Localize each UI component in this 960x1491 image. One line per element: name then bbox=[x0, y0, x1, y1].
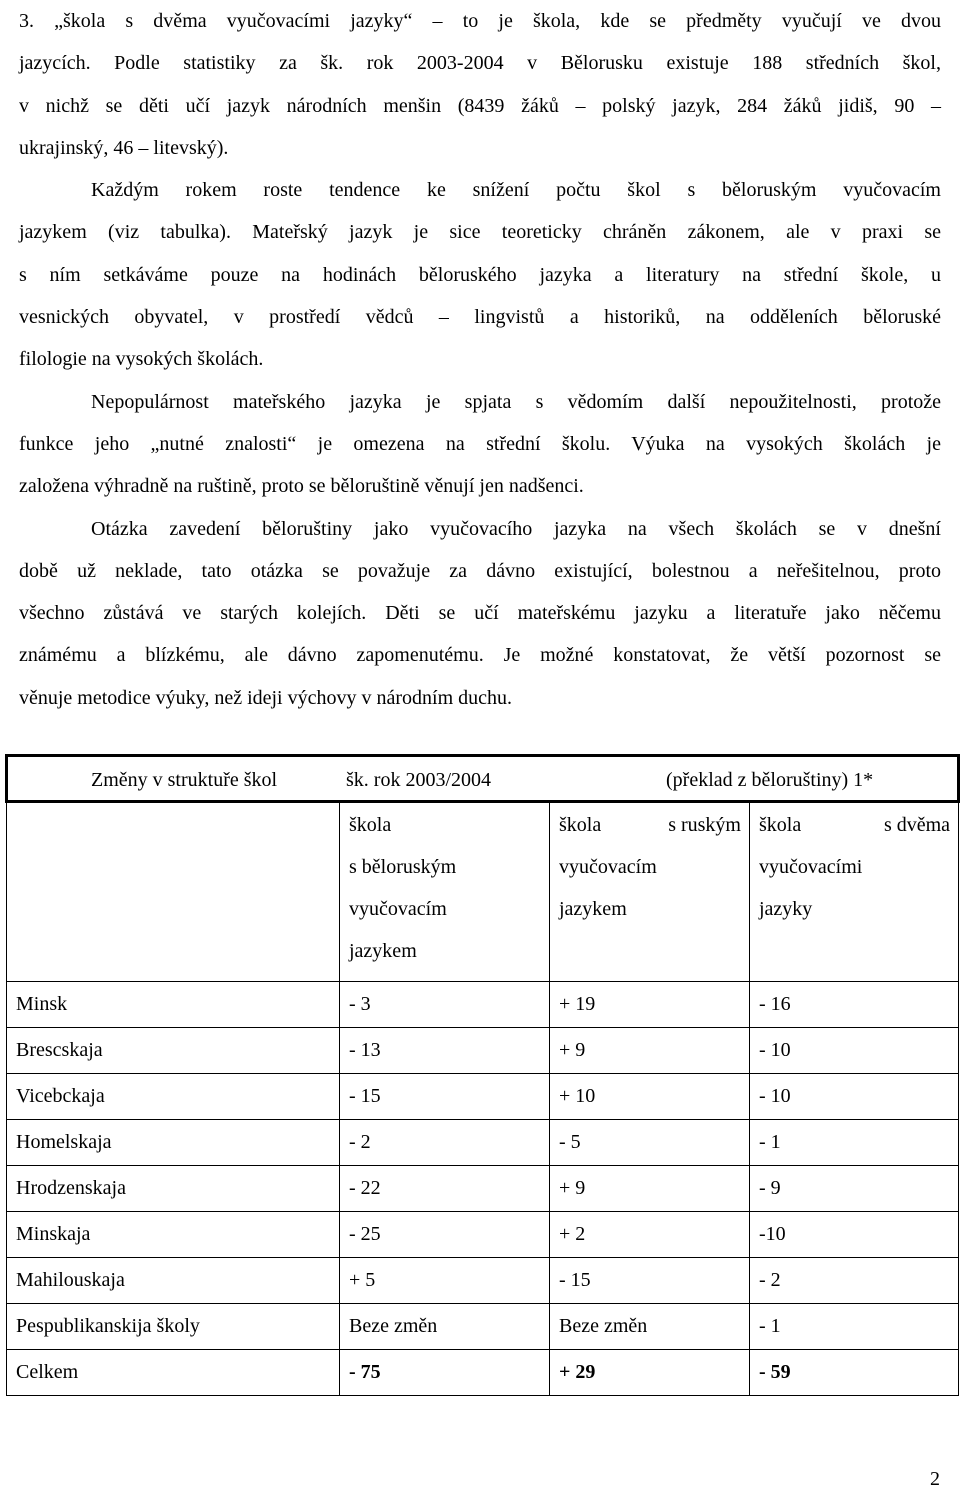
region-cell: Minsk bbox=[7, 982, 340, 1028]
region-cell: Pespublikanskija školy bbox=[7, 1304, 340, 1350]
header-russian-school bbox=[550, 802, 750, 982]
header-word: škola bbox=[559, 814, 602, 836]
russian-change-cell: + 9 bbox=[550, 1166, 750, 1212]
table-header-row bbox=[7, 802, 959, 982]
list-item-3-line-3: v nichž se děti učí jazyk národních menšin (8439 žáků – polský jazyk, 284 žáků jidiš, 90 – bbox=[19, 94, 941, 117]
belarusian-change-cell: + 5 bbox=[340, 1258, 550, 1304]
paragraph-2-line-3: založena výhradně na ruštině, proto se běloruštině věnují jen nadšenci. bbox=[19, 475, 584, 498]
table-total-row bbox=[7, 1350, 959, 1396]
table-row bbox=[7, 1166, 959, 1212]
total-two-language: - 59 bbox=[750, 1350, 959, 1396]
paragraph-1-line-3: s ním setkáváme pouze na hodinách běloruského jazyka a literatury na střední škole, u bbox=[19, 263, 941, 286]
table-row bbox=[7, 1074, 959, 1120]
caption-year: šk. rok 2003/2004 bbox=[346, 769, 491, 791]
header-belarusian-school bbox=[340, 802, 550, 982]
header-word: s dvěma bbox=[883, 814, 951, 836]
header-line: s běloruským bbox=[349, 856, 457, 878]
body-text bbox=[19, 0, 941, 719]
paragraph-3-line-2: době už neklade, tato otázka se považuje za dávno existující, bolestnou a neřešitelnou, proto bbox=[19, 559, 941, 582]
russian-change-cell: + 9 bbox=[550, 1028, 750, 1074]
page-number: 2 bbox=[930, 1468, 940, 1490]
belarusian-change-cell: - 2 bbox=[340, 1120, 550, 1166]
belarusian-change-cell: - 15 bbox=[340, 1074, 550, 1120]
header-line: škola bbox=[349, 814, 392, 836]
two-language-change-cell: -10 bbox=[750, 1212, 959, 1258]
two-language-change-cell: - 9 bbox=[750, 1166, 959, 1212]
header-line: vyučovacím bbox=[349, 898, 447, 920]
two-language-change-cell: - 1 bbox=[750, 1120, 959, 1166]
paragraph-3-line-5: věnuje metodice výuky, než ideji výchovy v národním duchu. bbox=[19, 686, 513, 709]
paragraph-2-line-1: Nepopulárnost mateřského jazyka je spjata s vědomím další nepoužitelnosti, protože bbox=[91, 390, 941, 413]
two-language-change-cell: - 10 bbox=[750, 1074, 959, 1120]
russian-change-cell: + 2 bbox=[550, 1212, 750, 1258]
school-changes-table bbox=[5, 754, 960, 1396]
caption-translation-note: (překlad z běloruštiny) 1* bbox=[666, 769, 874, 791]
russian-change-cell: + 19 bbox=[550, 982, 750, 1028]
total-belarusian: - 75 bbox=[340, 1350, 550, 1396]
table-body bbox=[7, 982, 959, 1350]
table-row bbox=[7, 982, 959, 1028]
paragraph-3-line-3: všechno zůstává ve starých kolejích. Děti se učí mateřskému jazyku a literatuře jako něčemu bbox=[19, 602, 941, 625]
table-row bbox=[7, 1028, 959, 1074]
belarusian-change-cell: - 3 bbox=[340, 982, 550, 1028]
paragraph-1-line-4: vesnických obyvatel, v prostředí vědců – lingvistů a historiků, na odděleních běloruské bbox=[19, 306, 941, 329]
table-row bbox=[7, 1304, 959, 1350]
header-line: jazykem bbox=[559, 898, 627, 920]
region-cell: Vicebckaja bbox=[7, 1074, 340, 1120]
belarusian-change-cell: Beze změn bbox=[340, 1304, 550, 1350]
paragraph-2-line-2: funkce jeho „nutné znalosti“ je omezena na střední školu. Výuka na vysokých školách je bbox=[19, 432, 941, 455]
header-line bbox=[759, 804, 958, 846]
two-language-change-cell: - 10 bbox=[750, 1028, 959, 1074]
header-line: vyučovacím bbox=[559, 856, 657, 878]
russian-change-cell: - 5 bbox=[550, 1120, 750, 1166]
region-cell: Minskaja bbox=[7, 1212, 340, 1258]
russian-change-cell: Beze změn bbox=[550, 1304, 750, 1350]
russian-change-cell: + 10 bbox=[550, 1074, 750, 1120]
total-russian: + 29 bbox=[550, 1350, 750, 1396]
header-word: s ruským bbox=[668, 814, 741, 836]
two-language-change-cell: - 16 bbox=[750, 982, 959, 1028]
paragraph-3-line-1: Otázka zavedení běloruštiny jako vyučovacího jazyka na všech školách se v dnešní bbox=[91, 517, 941, 540]
list-item-3-line-2: jazycích. Podle statistiky za šk. rok 2003-2004 v Bělorusku existuje 188 středních škol, bbox=[19, 52, 941, 75]
two-language-change-cell: - 2 bbox=[750, 1258, 959, 1304]
region-cell: Mahilouskaja bbox=[7, 1258, 340, 1304]
table-row bbox=[7, 1258, 959, 1304]
region-cell: Brescskaja bbox=[7, 1028, 340, 1074]
region-cell: Hrodzenskaja bbox=[7, 1166, 340, 1212]
region-cell: Homelskaja bbox=[7, 1120, 340, 1166]
two-language-change-cell: - 1 bbox=[750, 1304, 959, 1350]
header-line: jazykem bbox=[349, 940, 417, 962]
table-caption-row bbox=[7, 756, 959, 802]
table-row bbox=[7, 1120, 959, 1166]
belarusian-change-cell: - 22 bbox=[340, 1166, 550, 1212]
list-item-3-line-1: 3. „škola s dvěma vyučovacími jazyky“ – to je škola, kde se předměty vyučují ve dvou bbox=[19, 10, 941, 32]
header-two-language-school bbox=[750, 802, 959, 982]
paragraph-1-line-2: jazykem (viz tabulka). Mateřský jazyk je sice teoreticky chráněn zákonem, ale v praxi se bbox=[19, 221, 941, 244]
header-line: vyučovacími bbox=[759, 856, 863, 878]
table-caption bbox=[7, 756, 959, 802]
header-line: jazyky bbox=[759, 898, 813, 920]
list-item-3-line-4: ukrajinský, 46 – litevský). bbox=[19, 136, 229, 159]
russian-change-cell: - 15 bbox=[550, 1258, 750, 1304]
table-row bbox=[7, 1212, 959, 1258]
belarusian-change-cell: - 25 bbox=[340, 1212, 550, 1258]
belarusian-change-cell: - 13 bbox=[340, 1028, 550, 1074]
header-word: škola bbox=[759, 814, 802, 836]
paragraph-1-line-5: filologie na vysokých školách. bbox=[19, 348, 264, 371]
total-label: Celkem bbox=[7, 1350, 340, 1396]
paragraph-1-line-1: Každým rokem roste tendence ke snížení počtu škol s běloruským vyučovacím bbox=[91, 179, 941, 202]
caption-title: Změny v struktuře škol bbox=[91, 769, 278, 791]
paragraph-3-line-4: známému a blízkému, ale dávno zapomenutému. Je možné konstatovat, že větší pozornost se bbox=[19, 644, 941, 667]
header-empty-cell bbox=[7, 802, 340, 982]
header-line bbox=[559, 804, 749, 846]
